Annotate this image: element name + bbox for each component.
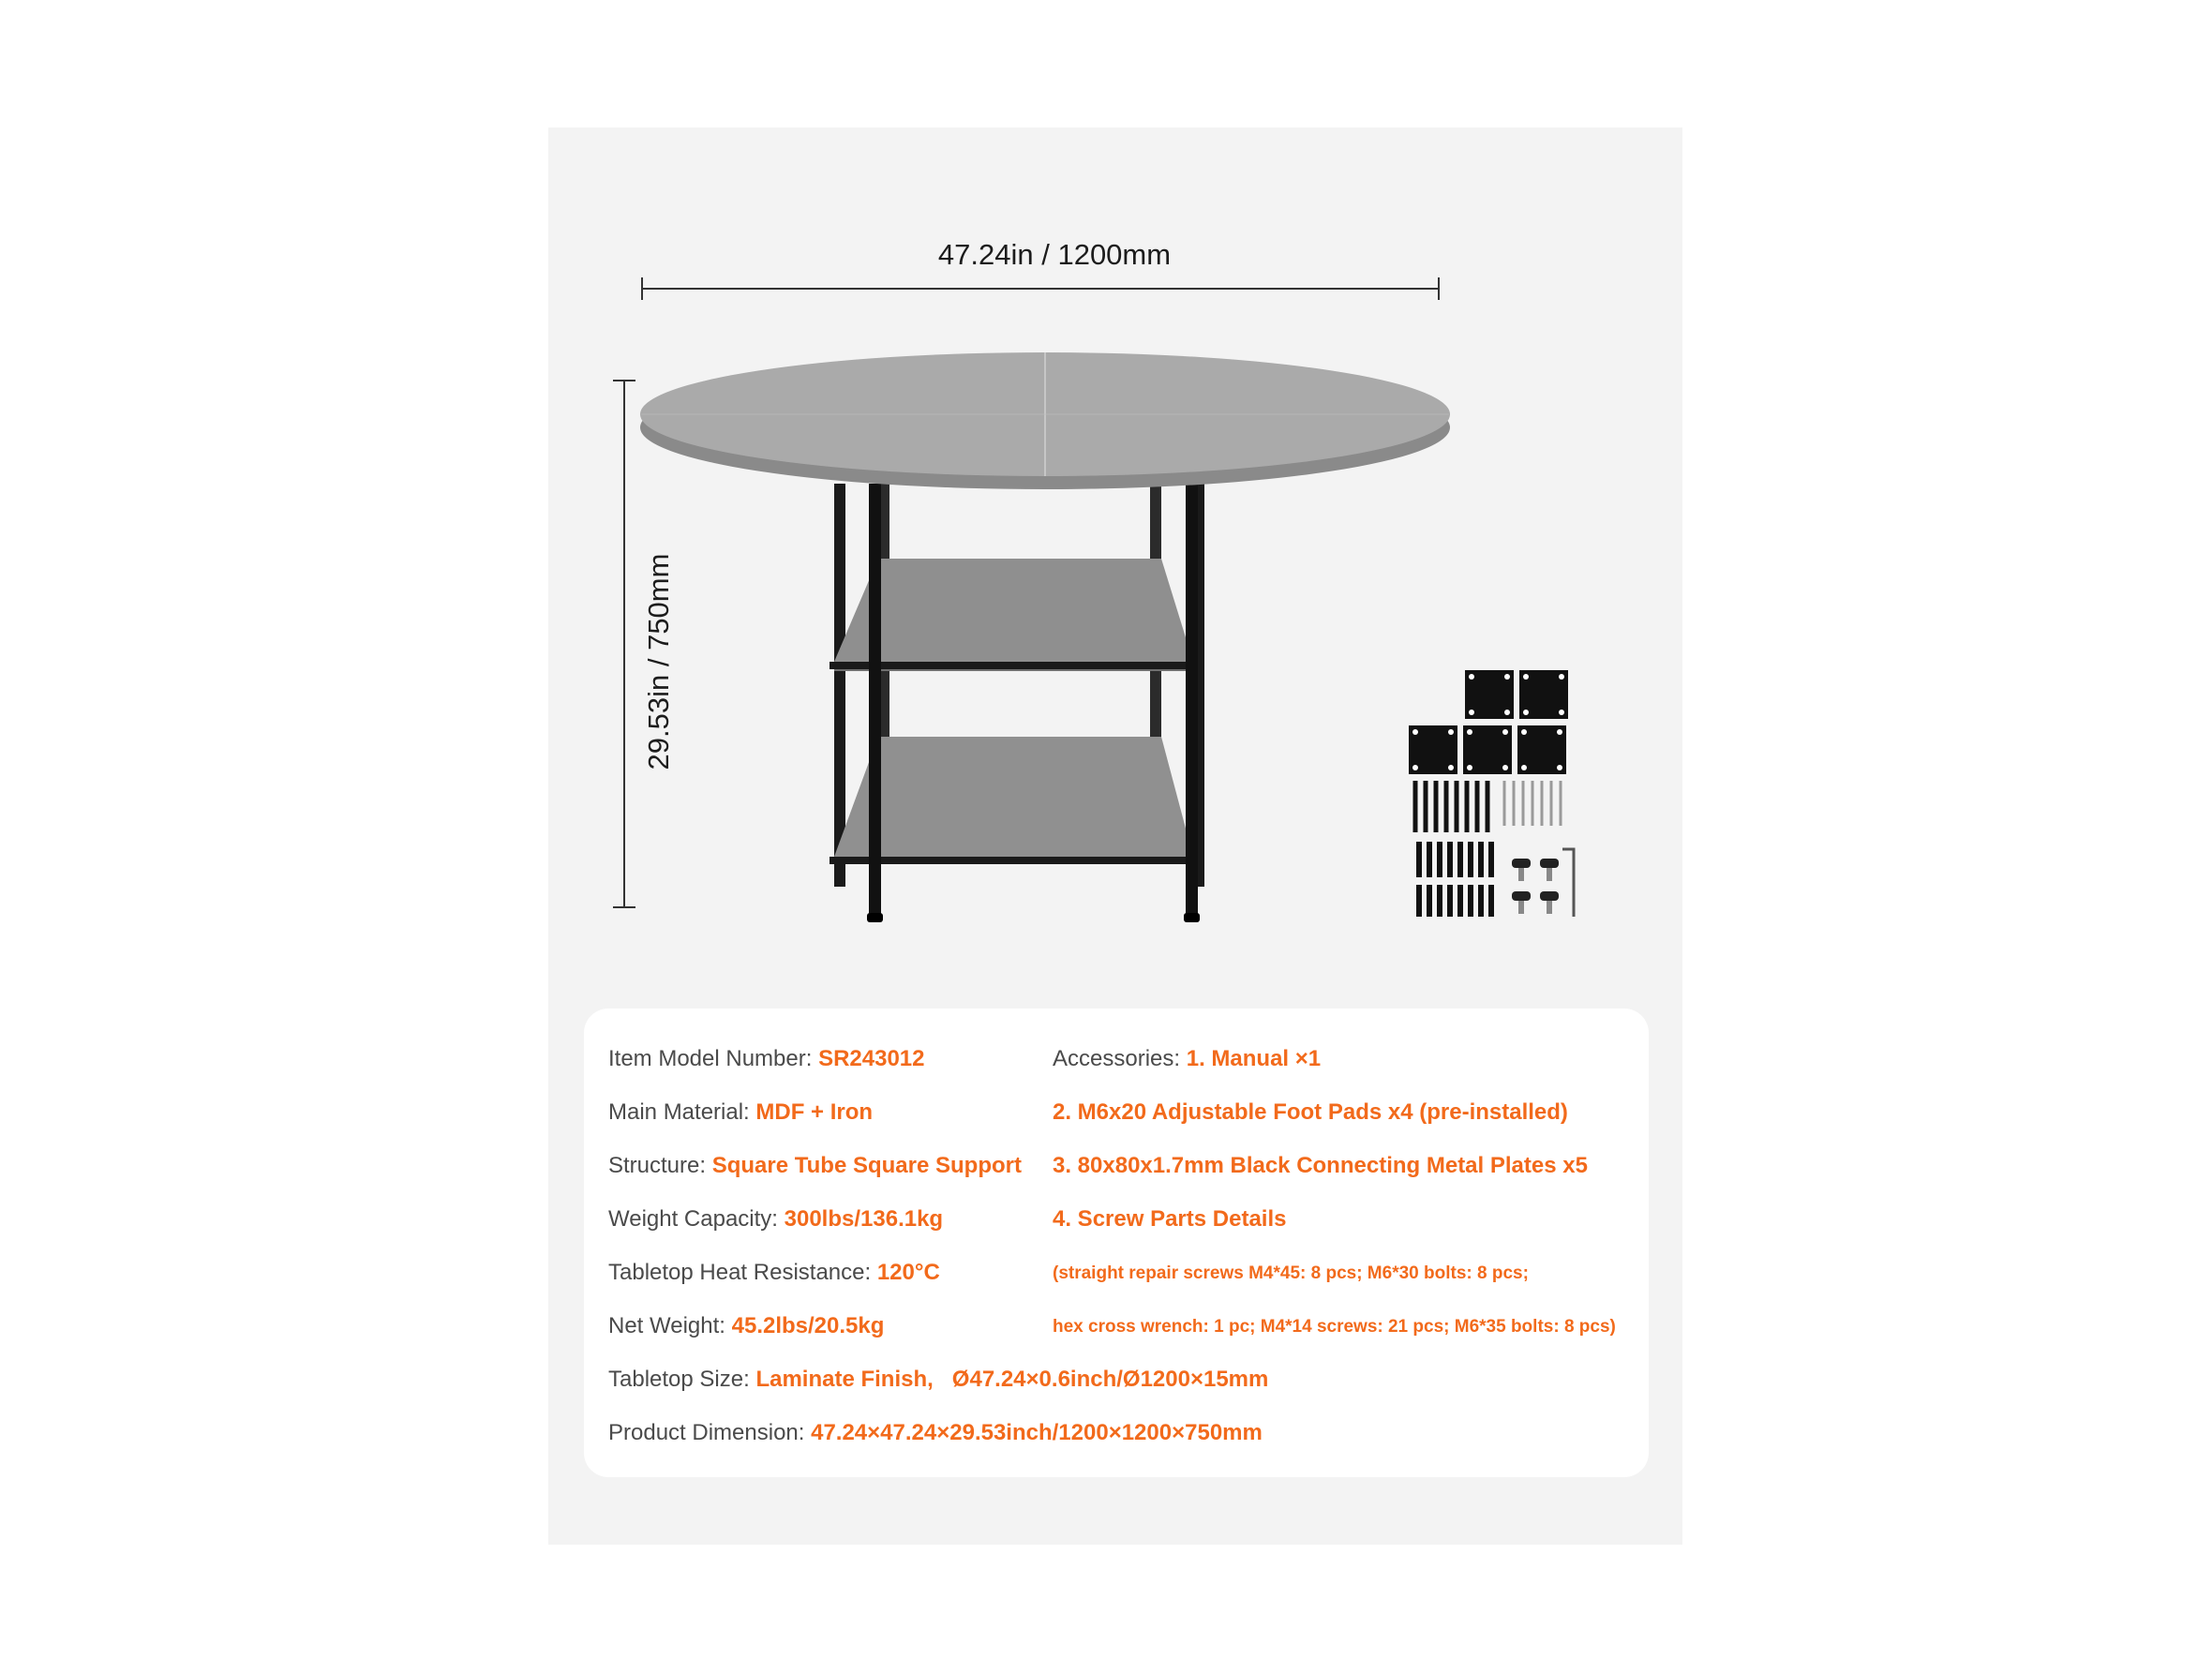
spec-model-number: Item Model Number: SR243012 (608, 1046, 925, 1071)
metal-plates (1409, 670, 1568, 774)
spec-heat-resistance: Tabletop Heat Resistance: 120°C (608, 1260, 940, 1285)
spec-product-dimension: Product Dimension: 47.24×47.24×29.53inch/1200×1200×750mm (608, 1420, 1263, 1445)
spec-structure: Structure: Square Tube Square Support (608, 1153, 1022, 1178)
accessories-screw-details-line2: hex cross wrench: 1 pc; M4*14 screws: 21 pcs; M6*35 bolts: 8 pcs) (1053, 1317, 1616, 1337)
upper-shelf (830, 559, 1199, 671)
bolts (1419, 842, 1491, 917)
product-panel (548, 127, 1682, 1545)
spec-net-weight: Net Weight: 45.2lbs/20.5kg (608, 1313, 885, 1338)
spec-weight-capacity: Weight Capacity: 300lbs/136.1kg (608, 1206, 944, 1232)
lower-shelf (830, 737, 1199, 864)
accessories-screw-details-line1: (straight repair screws M4*45: 8 pcs; M6*30 bolts: 8 pcs; (1053, 1263, 1529, 1283)
accessories-kit (1409, 670, 1574, 917)
height-dimension-line (613, 381, 635, 907)
wood-screws (1415, 781, 1487, 832)
accessories-screw-parts: 4. Screw Parts Details (1053, 1206, 1287, 1232)
width-dimension-label: 47.24in / 1200mm (937, 238, 1172, 271)
small-screws (1504, 781, 1561, 826)
foot-pads (1512, 859, 1559, 914)
specifications-card (584, 1009, 1649, 1477)
accessories-metal-plates: 3. 80x80x1.7mm Black Connecting Metal Plates x5 (1053, 1153, 1588, 1178)
hex-wrench (1562, 849, 1574, 917)
spec-main-material: Main Material: MDF + Iron (608, 1099, 874, 1125)
height-dimension-label: 29.53in / 750mm (642, 553, 675, 770)
accessories-foot-pads: 2. M6x20 Adjustable Foot Pads x4 (pre-installed) (1053, 1099, 1568, 1125)
spec-tabletop-size: Tabletop Size: Laminate Finish, Ø47.24×0.6inch/Ø1200×15mm (608, 1367, 1269, 1392)
accessories-manual: Accessories: 1. Manual ×1 (1053, 1046, 1322, 1071)
width-dimension-line (642, 277, 1439, 300)
round-tabletop (640, 352, 1450, 489)
